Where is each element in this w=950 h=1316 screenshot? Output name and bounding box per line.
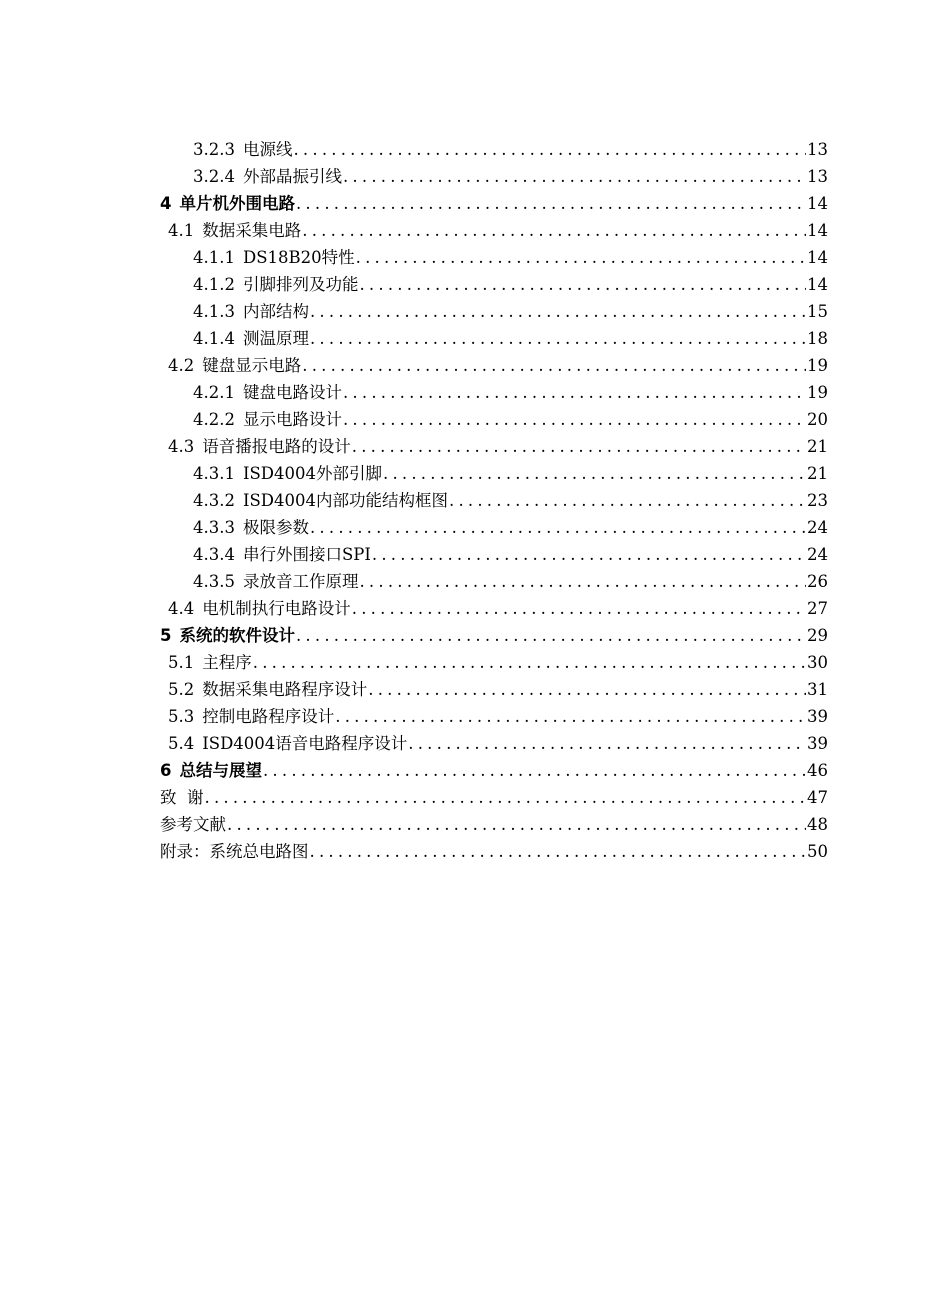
- dot-leader: [310, 838, 807, 865]
- toc-entry[interactable]: [160, 244, 828, 271]
- toc-entry-number: 4.2.1: [193, 383, 235, 402]
- toc-entry-number: 4.1.3: [193, 302, 235, 321]
- toc-entry-page: 39: [807, 707, 828, 726]
- toc-entry-page: 19: [807, 356, 828, 375]
- toc-entry-title: 控制电路程序设计: [202, 707, 335, 726]
- toc-entry-number: 4.4: [168, 599, 195, 618]
- dot-leader: [352, 433, 806, 460]
- toc-entry-page: 14: [807, 221, 828, 240]
- toc-entry-number: 6: [160, 761, 172, 780]
- toc-entry-number: 5.4: [168, 734, 195, 753]
- toc-entry-page: 29: [807, 626, 828, 645]
- toc-entry-page: 21: [807, 464, 828, 483]
- toc-entry-page: 14: [807, 275, 828, 294]
- toc-entry-title: ISD4004语音电路程序设计: [202, 734, 408, 753]
- toc-entry-title: 系统的软件设计: [179, 626, 295, 645]
- toc-entry-number: 5.2: [168, 680, 195, 699]
- toc-entry-title: ISD4004内部功能结构框图: [242, 491, 449, 510]
- toc-section-entry[interactable]: [160, 730, 828, 757]
- toc-entry-page: 20: [807, 410, 828, 429]
- dot-leader: [302, 217, 806, 244]
- toc-chapter-entry[interactable]: [160, 190, 828, 217]
- toc-entry[interactable]: [160, 568, 828, 595]
- dot-leader: [408, 730, 806, 757]
- toc-entry-title: 录放音工作原理: [242, 572, 359, 591]
- dot-leader: [227, 811, 806, 838]
- toc-entry-page: 47: [807, 788, 828, 807]
- toc-section-entry[interactable]: [160, 433, 828, 460]
- toc-entry-number: 4: [160, 194, 172, 213]
- toc-entry-number: 4.3.5: [193, 572, 235, 591]
- toc-entry-page: 30: [807, 653, 828, 672]
- toc-entry-page: 13: [807, 140, 828, 159]
- dot-leader: [293, 136, 806, 163]
- toc-entry-page: 31: [807, 680, 828, 699]
- toc-references-entry[interactable]: [160, 811, 828, 838]
- toc-section-entry[interactable]: [160, 352, 828, 379]
- toc-entry-page: 18: [807, 329, 828, 348]
- dot-leader: [352, 595, 806, 622]
- dot-leader: [343, 163, 806, 190]
- toc-entry-title: DS18B20特性: [242, 248, 355, 267]
- toc-entry-title: 电源线: [242, 140, 293, 159]
- toc-entry-title: 数据采集电路程序设计: [202, 680, 368, 699]
- toc-entry-number: 4.1.1: [193, 248, 235, 267]
- toc-acknowledgement-entry[interactable]: [160, 784, 828, 811]
- toc-entry-page: 27: [807, 599, 828, 618]
- dot-leader: [310, 514, 806, 541]
- dot-leader: [335, 703, 806, 730]
- toc-entry-number: 5: [160, 626, 172, 645]
- toc-section-entry[interactable]: [160, 703, 828, 730]
- toc-entry-title: 测温原理: [242, 329, 309, 348]
- dot-leader: [372, 541, 806, 568]
- toc-entry-number: 4.3.3: [193, 518, 235, 537]
- dot-leader: [359, 568, 806, 595]
- toc-entry[interactable]: [160, 163, 828, 190]
- toc-chapter-entry[interactable]: [160, 757, 828, 784]
- dot-leader: [343, 379, 806, 406]
- toc-entry-number: 4.1.2: [193, 275, 235, 294]
- toc-entry-page: 13: [807, 167, 828, 186]
- toc-entry-page: 14: [807, 194, 828, 213]
- toc-entry[interactable]: [160, 271, 828, 298]
- toc-entry-number: 4.3.1: [193, 464, 235, 483]
- toc-entry-number: 3.2.4: [193, 167, 235, 186]
- toc-entry-number: 4.2: [168, 356, 195, 375]
- toc-entry-number: 5.1: [168, 653, 195, 672]
- dot-leader: [205, 784, 807, 811]
- toc-entry-number: 5.3: [168, 707, 195, 726]
- toc-entry-number: 4.3.4: [193, 545, 235, 564]
- toc-entry-number: 4.1: [168, 221, 195, 240]
- dot-leader: [310, 325, 806, 352]
- toc-entry[interactable]: [160, 136, 828, 163]
- toc-appendix-entry[interactable]: [160, 838, 828, 865]
- dot-leader: [302, 352, 806, 379]
- toc-entry-title: 主程序: [202, 653, 252, 672]
- toc-entry-page: 24: [807, 545, 828, 564]
- dot-leader: [263, 757, 806, 784]
- toc-entry[interactable]: [160, 487, 828, 514]
- toc-entry[interactable]: [160, 460, 828, 487]
- toc-entry-title: 总结与展望: [179, 761, 262, 780]
- toc-entry-title: 内部结构: [242, 302, 309, 321]
- toc-entry-number: 3.2.3: [193, 140, 235, 159]
- toc-entry-page: 48: [807, 815, 828, 834]
- toc-entry-page: 24: [807, 518, 828, 537]
- toc-entry-page: 21: [807, 437, 828, 456]
- toc-entry-title: 语音播报电路的设计: [202, 437, 351, 456]
- dot-leader: [383, 460, 806, 487]
- toc-entry-page: 39: [807, 734, 828, 753]
- dot-leader: [296, 622, 806, 649]
- toc-entry-page: 19: [807, 383, 828, 402]
- toc-entry[interactable]: [160, 541, 828, 568]
- toc-entry-title: 附录：系统总电路图: [160, 842, 309, 861]
- toc-entry-title: 单片机外围电路: [179, 194, 295, 213]
- toc-entry-page: 23: [807, 491, 828, 510]
- toc-entry-title: 致 谢: [160, 788, 204, 807]
- toc-entry-title: 数据采集电路: [202, 221, 302, 240]
- toc-entry-page: 14: [807, 248, 828, 267]
- toc-entry-title: 参考文献: [160, 815, 226, 834]
- toc-entry-title: 外部晶振引线: [242, 167, 342, 186]
- toc-section-entry[interactable]: [160, 595, 828, 622]
- toc-entry-title: ISD4004外部引脚: [242, 464, 383, 483]
- dot-leader: [310, 298, 806, 325]
- table-of-contents: [160, 136, 828, 865]
- toc-entry[interactable]: [160, 379, 828, 406]
- toc-chapter-entry[interactable]: [160, 622, 828, 649]
- toc-entry-title: 显示电路设计: [242, 410, 342, 429]
- toc-entry-page: 50: [807, 842, 828, 861]
- toc-entry[interactable]: [160, 406, 828, 433]
- toc-entry-number: 4.3.2: [193, 491, 235, 510]
- dot-leader: [449, 487, 806, 514]
- toc-entry[interactable]: [160, 325, 828, 352]
- toc-entry-number: 4.2.2: [193, 410, 235, 429]
- toc-entry-title: 电机制执行电路设计: [202, 599, 351, 618]
- toc-entry-number: 4.1.4: [193, 329, 235, 348]
- toc-section-entry[interactable]: [160, 676, 828, 703]
- toc-section-entry[interactable]: [160, 649, 828, 676]
- toc-entry-title: 键盘电路设计: [242, 383, 342, 402]
- dot-leader: [359, 271, 806, 298]
- dot-leader: [368, 676, 806, 703]
- toc-entry-page: 15: [807, 302, 828, 321]
- toc-entry-page: 46: [807, 761, 828, 780]
- dot-leader: [253, 649, 806, 676]
- dot-leader: [356, 244, 806, 271]
- dot-leader: [343, 406, 806, 433]
- toc-entry-number: 4.3: [168, 437, 195, 456]
- toc-entry-title: 引脚排列及功能: [242, 275, 359, 294]
- dot-leader: [296, 190, 806, 217]
- toc-entry-page: 26: [807, 572, 828, 591]
- toc-entry-title: 串行外围接口SPI: [242, 545, 371, 564]
- toc-section-entry[interactable]: [160, 217, 828, 244]
- toc-entry-title: 极限参数: [242, 518, 309, 537]
- toc-entry[interactable]: [160, 514, 828, 541]
- toc-entry[interactable]: [160, 298, 828, 325]
- toc-entry-title: 键盘显示电路: [202, 356, 302, 375]
